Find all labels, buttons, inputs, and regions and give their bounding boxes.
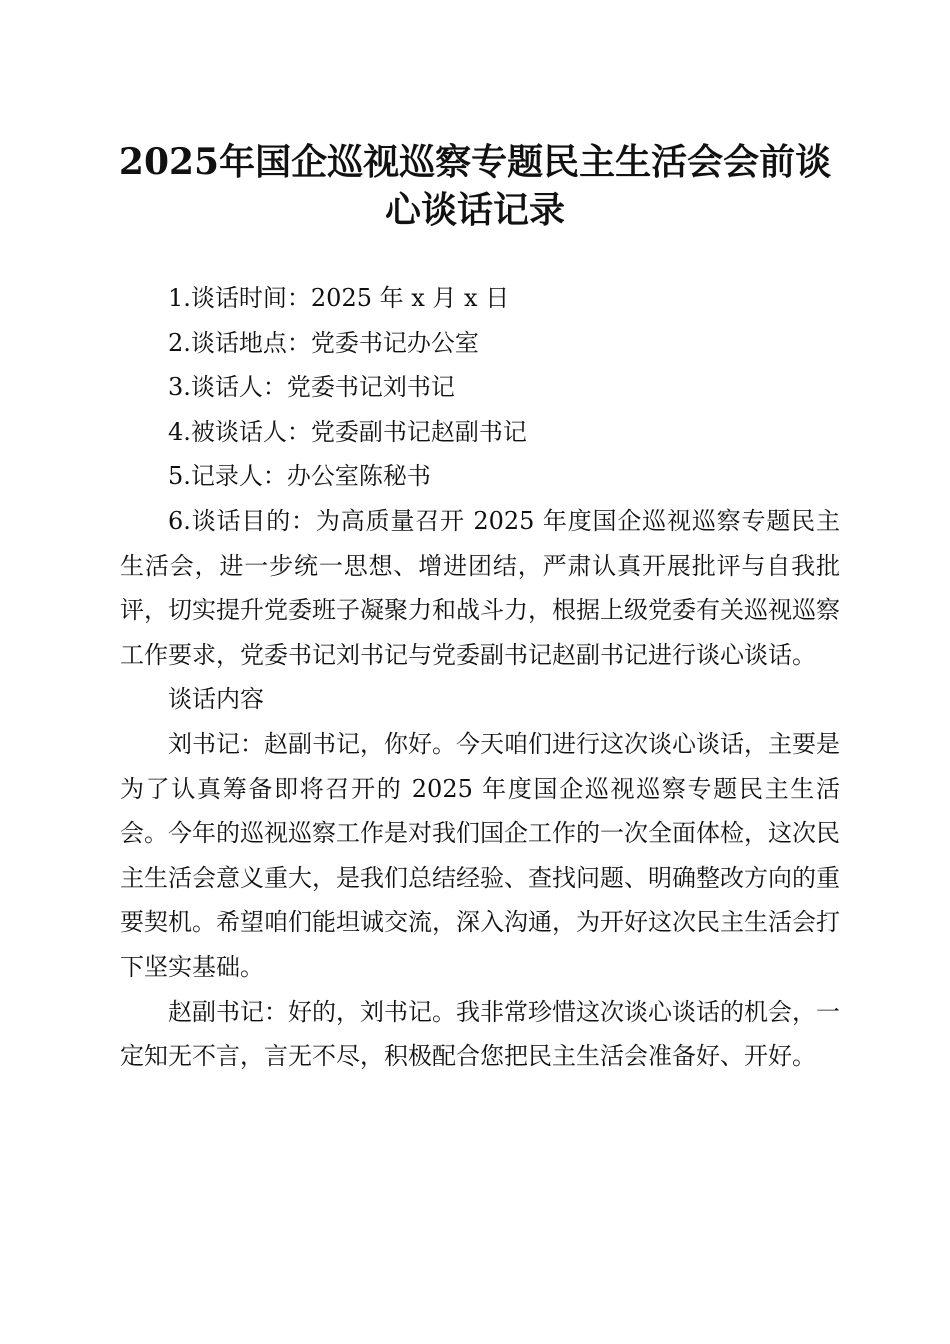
dialogue-paragraph: 赵副书记：好的，刘书记。我非常珍惜这次谈心谈话的机会，一定知无不言，言无不尽，积极配合您把民主生活会准备好、开好。	[120, 997, 840, 1071]
meta-interviewee	[120, 410, 840, 455]
meta-interviewer-value: 党委书记刘书记	[286, 373, 455, 402]
meta-location	[120, 321, 840, 366]
meta-interviewee-value: 党委副书记赵副书记	[310, 417, 527, 446]
meta-location-value: 党委书记办公室	[310, 328, 479, 357]
section-heading: 谈话内容	[168, 685, 264, 714]
document-title-line-1: 2025年国企巡视巡察专题民主生活会会前谈	[118, 141, 832, 183]
meta-location-label: 2.谈话地点：	[168, 328, 311, 357]
meta-time	[120, 276, 840, 321]
meta-recorder-label: 5.记录人：	[168, 462, 287, 491]
meta-interviewer	[120, 365, 840, 410]
meta-time-label: 1.谈话时间：	[168, 284, 311, 312]
meta-interviewee-label: 4.被谈话人：	[168, 417, 311, 446]
purpose-paragraph: 6.谈话目的：为高质量召开 2025 年度国企巡视巡察专题民主生活会，进一步统一思想、增进团结，严肃认真开展批评与自我批评，切实提升党委班子凝聚力和战斗力，根据上级党委有关巡视巡察工作要求，党委书记刘书记与党委副书记赵副书记进行谈心谈话。	[120, 506, 840, 669]
document-body	[120, 276, 840, 1079]
meta-recorder-value: 办公室陈秘书	[286, 462, 431, 491]
document-title-line-2: 心谈话记录	[384, 189, 565, 231]
dialogue-paragraph: 刘书记：赵副书记，你好。今天咱们进行这次谈心谈话，主要是为了认真筹备即将召开的 2025 年度国企巡视巡察专题民主生活会。今年的巡视巡察工作是对我们国企工作的一次全面体检，这次民主生活会意义重大，是我们总结经验、查找问题、明确整改方向的重要契机。希望咱们能坦诚交流，深入沟通，为开好这次民主生活会打下坚实基础。	[120, 729, 840, 981]
meta-interviewer-label: 3.谈话人：	[168, 373, 287, 402]
meta-time-value: 2025 年 x 月 x 日	[310, 284, 510, 312]
meta-recorder	[120, 454, 840, 499]
